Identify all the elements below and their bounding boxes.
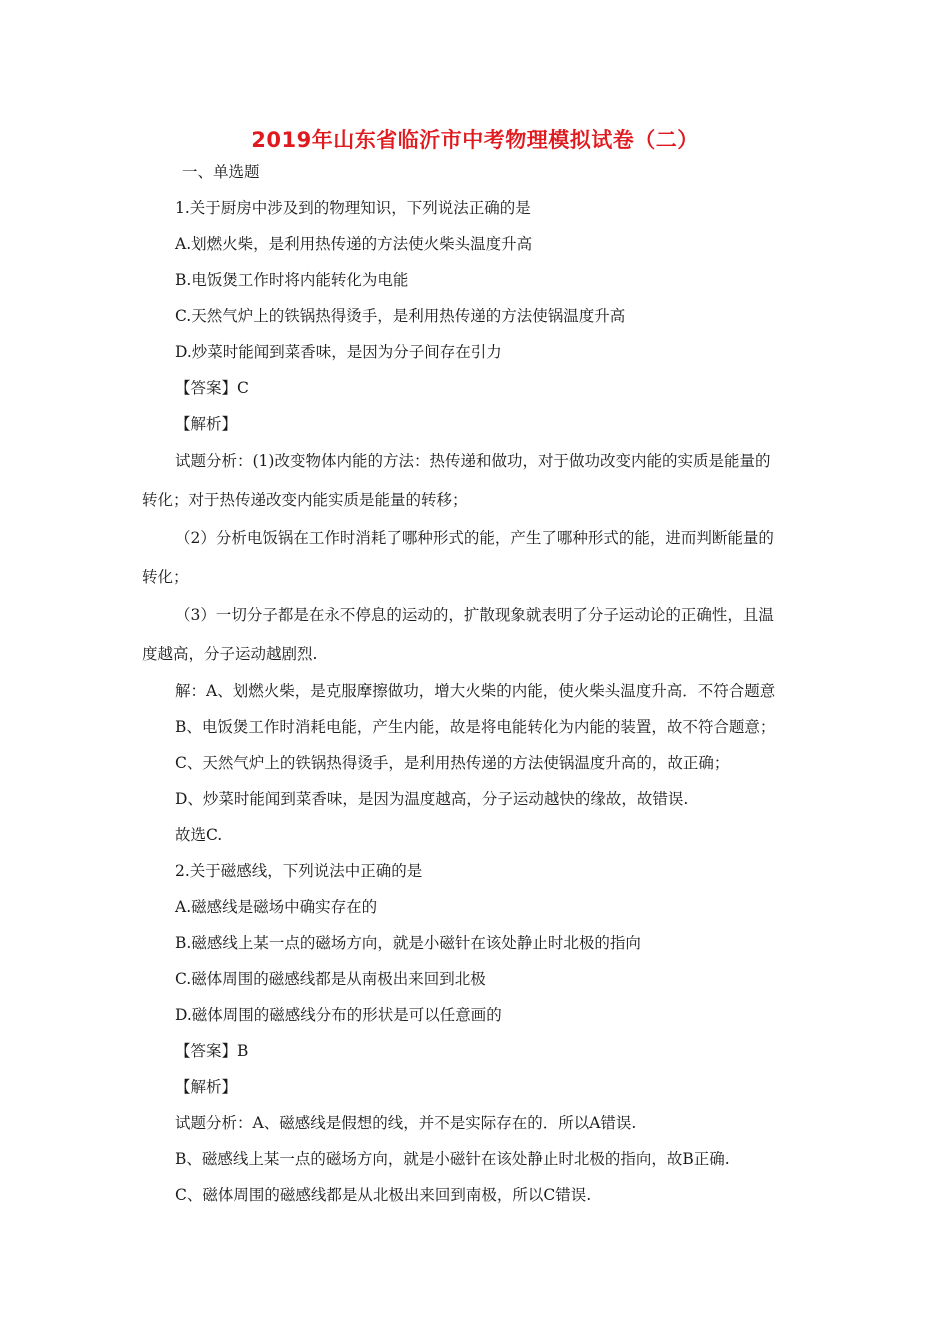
question-1-answer: 【答案】C xyxy=(175,379,249,397)
question-1-choice: 故选C. xyxy=(175,826,223,844)
question-1-option-a: A.划燃火柴，是利用热传递的方法使火柴头温度升高 xyxy=(175,235,533,253)
section-heading-single-choice: 一、单选题 xyxy=(182,163,260,181)
question-2-option-b: B.磁感线上某一点的磁场方向，就是小磁针在该处静止时北极的指向 xyxy=(175,934,641,952)
question-2-stem: 2.关于磁感线，下列说法中正确的是 xyxy=(175,862,423,880)
question-1-solution-line: C、天然气炉上的铁锅热得烫手，是利用热传递的方法使锅温度升高的，故正确； xyxy=(175,754,730,772)
question-1-option-b: B.电饭煲工作时将内能转化为电能 xyxy=(175,271,409,289)
question-2-option-d: D.磁体周围的磁感线分布的形状是可以任意画的 xyxy=(175,1006,502,1024)
question-1-analysis-line: （3）一切分子都是在永不停息的运动的，扩散现象就表明了分子运动论的正确性，且温 xyxy=(175,606,774,624)
question-2-analysis-line: 试题分析：A、磁感线是假想的线，并不是实际存在的．所以A错误. xyxy=(175,1114,637,1132)
question-1-option-c: C.天然气炉上的铁锅热得烫手，是利用热传递的方法使锅温度升高 xyxy=(175,307,626,325)
question-2-analysis-heading: 【解析】 xyxy=(175,1078,238,1096)
question-1-solution-line: 解：A、划燃火柴，是克服摩擦做功，增大火柴的内能，使火柴头温度升高．不符合题意 xyxy=(175,682,776,700)
question-1-solution-line: B、电饭煲工作时消耗电能，产生内能，故是将电能转化为内能的装置，故不符合题意； xyxy=(175,718,776,736)
document-title: 2019年山东省临沂市中考物理模拟试卷（二） xyxy=(251,128,699,152)
question-1-analysis-line: 度越高，分子运动越剧烈. xyxy=(142,645,318,663)
question-2-analysis-line: C、磁体周围的磁感线都是从北极出来回到南极，所以C错误. xyxy=(175,1186,592,1204)
question-1-solution-line: D、炒菜时能闻到菜香味，是因为温度越高，分子运动越快的缘故，故错误. xyxy=(175,790,689,808)
question-1-analysis-line: 试题分析：(1)改变物体内能的方法：热传递和做功，对于做功改变内能的实质是能量的 xyxy=(175,452,771,470)
question-1-analysis-line: 转化；对于热传递改变内能实质是能量的转移； xyxy=(142,491,468,509)
question-1-option-d: D.炒菜时能闻到菜香味，是因为分子间存在引力 xyxy=(175,343,502,361)
question-1-analysis-line: 转化； xyxy=(142,568,189,586)
question-1-stem: 1.关于厨房中涉及到的物理知识，下列说法正确的是 xyxy=(175,199,531,217)
question-2-option-a: A.磁感线是磁场中确实存在的 xyxy=(175,898,378,916)
question-2-analysis-line: B、磁感线上某一点的磁场方向，就是小磁针在该处静止时北极的指向，故B正确. xyxy=(175,1150,730,1168)
question-2-answer: 【答案】B xyxy=(175,1042,249,1060)
question-1-analysis-heading: 【解析】 xyxy=(175,415,238,433)
question-2-option-c: C.磁体周围的磁感线都是从南极出来回到北极 xyxy=(175,970,486,988)
question-1-analysis-line: （2）分析电饭锅在工作时消耗了哪种形式的能，产生了哪种形式的能，进而判断能量的 xyxy=(175,529,774,547)
